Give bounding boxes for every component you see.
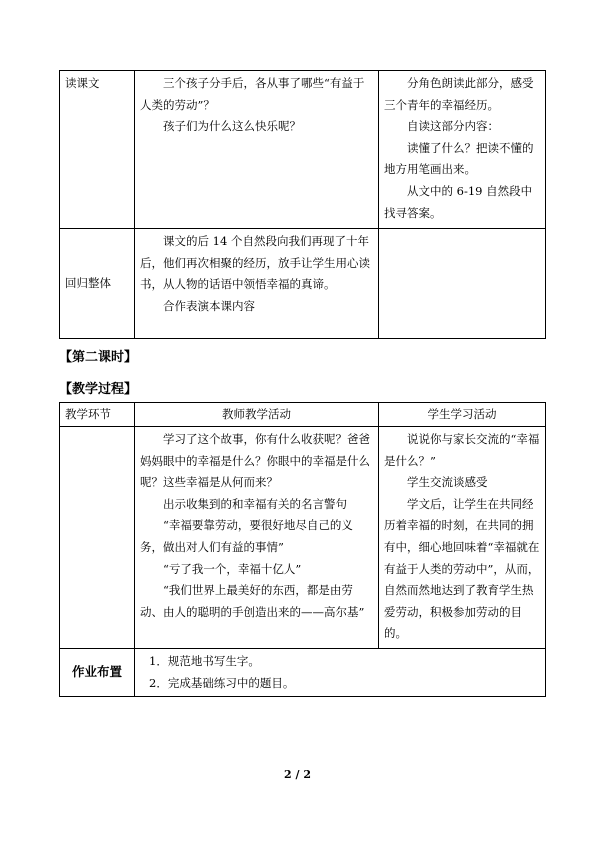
homework-item: 1．规范地书写生字。	[149, 654, 260, 668]
paragraph: 合作表演本课内容	[163, 298, 255, 313]
page-number: 2 / 2	[284, 768, 311, 781]
stage-cell	[60, 427, 135, 649]
second-lesson-heading: 【第二课时】	[59, 350, 138, 365]
paragraph: 学习了这个故事，你有什么收获呢？爸爸妈妈眼中的幸福是什么？你眼中的幸福是什么呢？这些幸福是从何而来？	[140, 432, 370, 490]
table-row	[60, 229, 546, 339]
teaching-process-table	[59, 402, 546, 697]
column-header-stage: 教学环节	[60, 403, 135, 427]
teacher-activity-cell	[135, 229, 379, 339]
stage-label: 读课文	[65, 76, 100, 90]
paragraph: 学文后，让学生在共同经历着幸福的时刻，在共同的拥有中，细心地回味着“幸福就在有益于人类的劳动中”，从而，自然而然地达到了教育学生热爱劳动，积极参加劳动的目的。	[384, 496, 540, 641]
table-header-row	[60, 403, 546, 427]
homework-label: 作业布置	[71, 664, 122, 680]
homework-row	[60, 649, 546, 697]
paragraph: 从文中的 6-19 自然段中找寻答案。	[384, 183, 533, 220]
stage-label: 回归整体	[65, 275, 111, 290]
homework-item: 2．完成基础练习中的题目。	[149, 675, 295, 690]
column-header-student: 学生学习活动	[379, 403, 546, 427]
paragraph: 孩子们为什么这么快乐呢？	[163, 119, 301, 134]
student-activity-cell	[379, 229, 546, 339]
homework-items-cell	[135, 649, 546, 697]
quote: “幸福要靠劳动，要很好地尽自己的义务，做出对人们有益的事情”	[140, 518, 353, 554]
table-row	[60, 427, 546, 649]
paragraph: 读懂了什么？把读不懂的地方用笔画出来。	[384, 140, 534, 177]
teaching-process-heading: 【教学过程】	[59, 382, 138, 397]
paragraph: 说说你与家长交流的“幸福是什么？”	[384, 432, 540, 468]
table-row	[60, 71, 546, 229]
teacher-activity-cell	[135, 427, 379, 649]
stage-cell	[60, 229, 135, 339]
stage-cell	[60, 71, 135, 229]
column-header-teacher: 教师教学活动	[135, 403, 379, 427]
quote: “亏了我一个，幸福十亿人”	[163, 561, 302, 576]
student-activity-cell	[379, 71, 546, 229]
homework-label-cell	[60, 649, 135, 697]
paragraph: 三个孩子分手后，各从事了哪些“有益于人类的劳动”？	[140, 76, 365, 112]
teacher-activity-cell	[135, 71, 379, 229]
lesson-table-continued	[59, 70, 546, 339]
student-activity-cell	[379, 427, 546, 649]
paragraph: 学生交流谈感受	[407, 475, 488, 490]
paragraph: 出示收集到的和幸福有关的名言警句	[163, 496, 347, 511]
quote: “我们世界上最美好的东西，都是由劳动、由人的聪明的手创造出来的——高尔基”	[140, 583, 365, 619]
paragraph: 自读这部分内容：	[407, 119, 499, 134]
paragraph: 课文的后 14 个自然段向我们再现了十年后，他们再次相聚的经历，放手让学生用心读书，从人物的话语中领悟幸福的真谛。	[140, 234, 370, 292]
paragraph: 分角色朗读此部分，感受三个青年的幸福经历。	[384, 76, 534, 112]
